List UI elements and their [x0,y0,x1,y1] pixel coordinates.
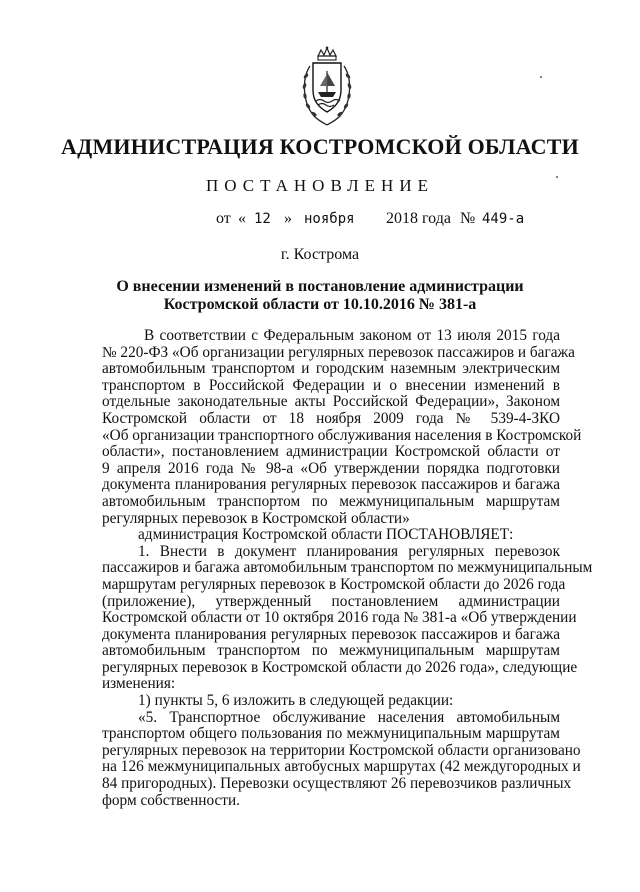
text-line: 9 апреля 2016 года № 98-а «Об утверждении порядка подготовки [102,459,560,477]
text-line: (приложение), утвержденный постановлением администрации [102,592,560,610]
document-number: 449-а [482,211,525,227]
text-line: форм собственности. [102,791,240,809]
text-line: Костромской области от 10 октября 2016 года № 381-а «Об утверждении [102,609,577,627]
date-prefix: от [216,210,231,227]
text-line: регулярных перевозок в Костромской области» [102,509,410,527]
date-month: ноября [304,211,355,227]
text-line: маршрутам регулярных перевозок в Костромской области до 2026 года [102,575,566,593]
text-line: автомобильным транспортом и городским наземным электрическим [102,360,560,378]
subject-line: Костромской области от 10.10.2016 № 381-а [163,296,477,313]
text-line: документа планирования регулярных перевозок пассажиров и багажа [102,476,560,494]
text-line: отдельные законодательные акты Российской Федерации», Законом [102,393,560,411]
text-line: «Об организации транспортного обслуживания населения в Костромской [102,426,582,444]
document-type: ПОСТАНОВЛЕНИЕ [205,176,434,195]
text-line: «5. Транспортное обслуживание населения автомобильным [138,708,560,726]
text-line: транспортом в Российской Федерации и о внесении изменений в [102,376,560,394]
city-line: г. Кострома [280,246,360,263]
subject-heading [0,278,640,314]
date-close-quote: » [284,210,292,227]
date-year: 2018 года [386,210,451,227]
text-line: администрация Костромской области ПОСТАНОВЛЯЕТ: [138,526,514,544]
scan-speck [540,76,542,78]
text-line: автомобильным транспортом по межмуниципальным маршрутам [102,492,560,510]
scan-speck [556,176,558,178]
text-line: на 126 межмуниципальных автобусных маршрутах (42 междугородных и [102,758,581,776]
text-line: 84 пригородных). Перевозки осуществляют 26 перевозчиков различных [102,775,572,793]
organization-title: АДМИНИСТРАЦИЯ КОСТРОМСКОЙ ОБЛАСТИ [61,134,579,159]
body-text [102,327,593,809]
text-line: Костромской области от 18 ноября 2009 года № 539-4-ЗКО [102,409,560,427]
text-line: В соответствии с Федеральным законом от 13 июля 2015 года [144,327,560,344]
date-open-quote: « [238,210,246,227]
text-line: изменения: [102,675,176,693]
text-line: регулярных перевозок на территории Костромской области организовано [102,741,581,759]
date-line [216,210,576,232]
text-line: 1. Внести в документ планирования регулярных перевозок [138,542,560,560]
date-day: 12 [254,211,271,227]
text-line: транспортом общего пользования по межмуниципальным маршрутам [102,725,560,743]
number-sign: № [460,210,476,227]
text-line: области», постановлением администрации Костромской области от [102,443,560,461]
text-line: 1) пункты 5, 6 изложить в следующей редакции: [138,692,454,710]
coat-of-arms-icon [296,46,358,128]
text-line: документа планирования регулярных перевозок пассажиров и багажа [102,625,560,643]
text-line: автомобильным транспортом по межмуниципальным маршрутам [102,642,560,660]
text-line: № 220-ФЗ «Об организации регулярных перевозок пассажиров и багажа [102,343,575,361]
text-line: регулярных перевозок в Костромской области до 2026 года», следующие [102,658,578,676]
subject-line: О внесении изменений в постановление администрации [116,278,524,295]
text-line: пассажиров и багажа автомобильным транспортом по межмуниципальным [102,559,593,577]
